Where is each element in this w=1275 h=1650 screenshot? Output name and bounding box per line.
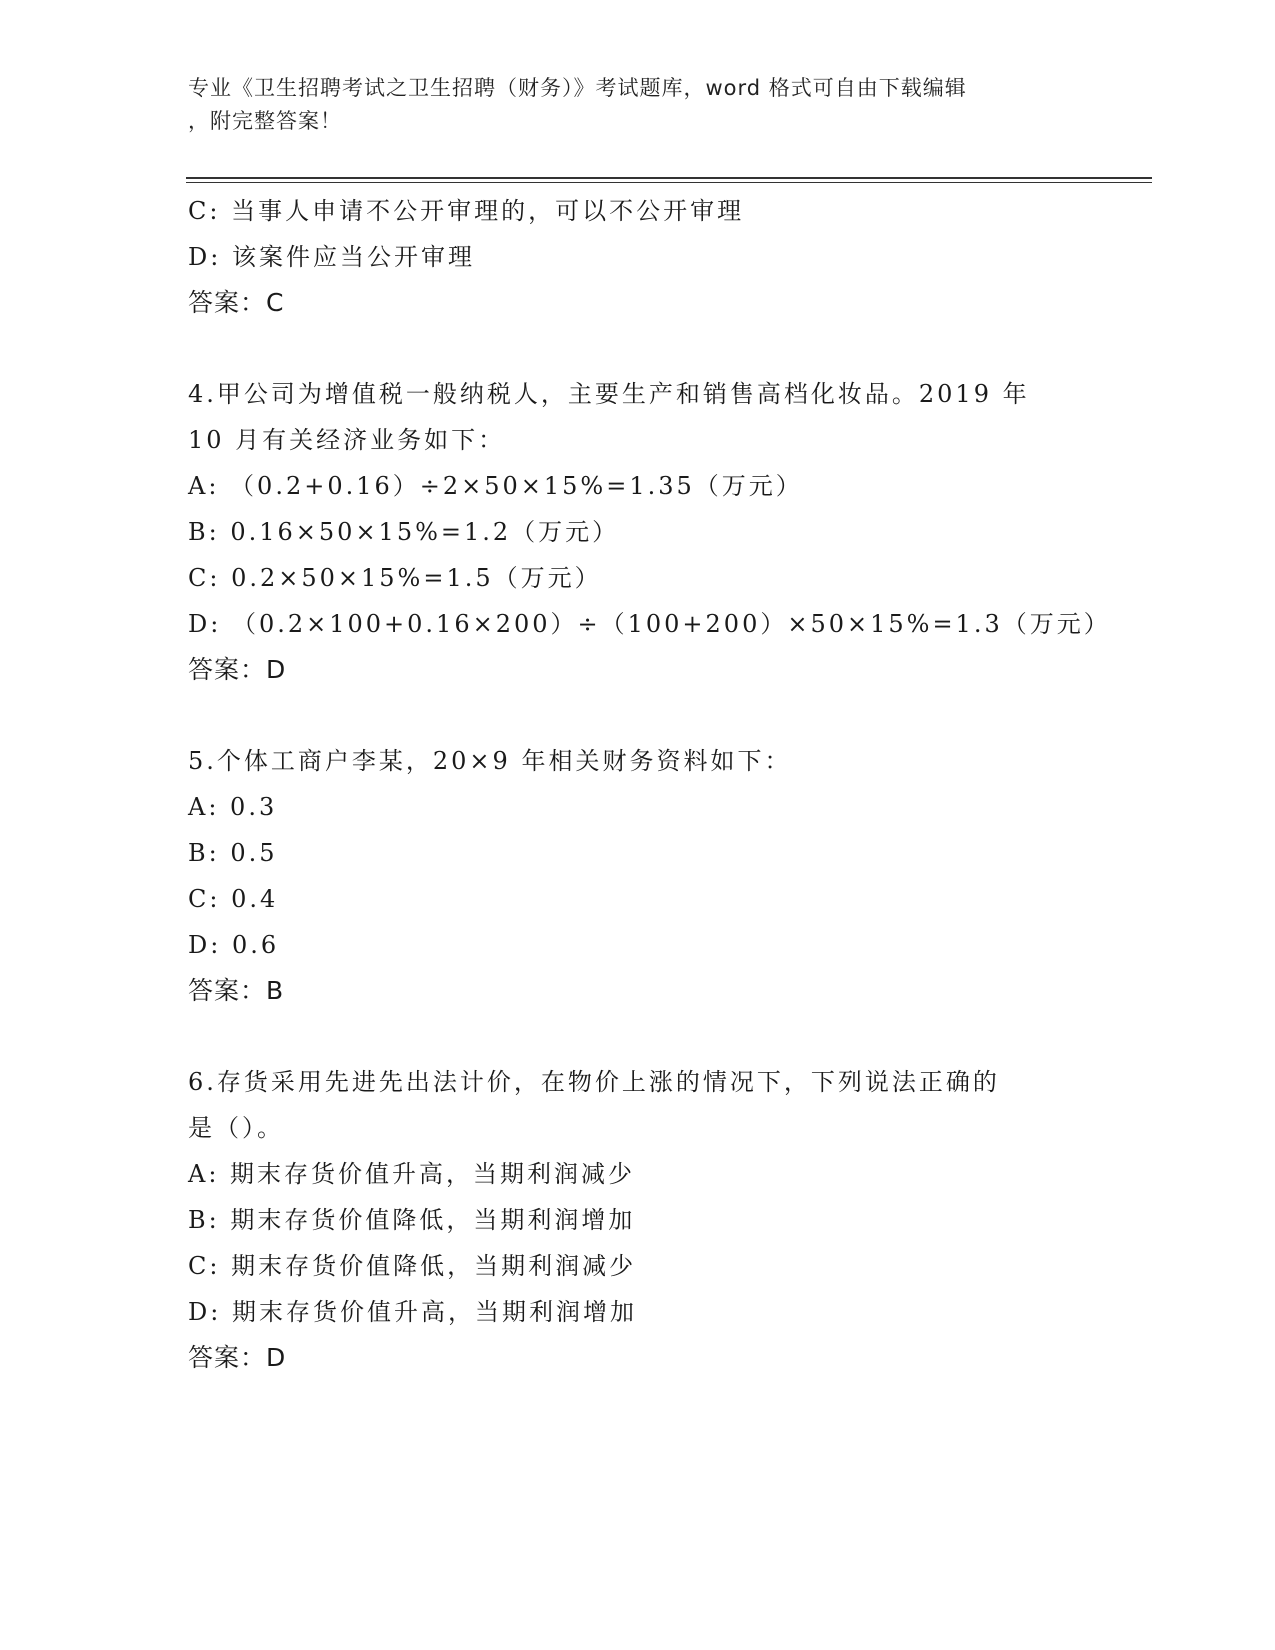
option-a: A: 期末存货价值升高，当期利润减少 (188, 1160, 636, 1188)
answer-label: 答案：B (188, 976, 285, 1005)
option-a: A: （0.2+0.16）÷2×50×15%=1.35（万元） (188, 472, 803, 500)
document-header (188, 72, 1088, 138)
option-b: B: 0.16×50×15%=1.2（万元） (188, 518, 620, 546)
option-c: C: 期末存货价值降低，当期利润减少 (188, 1252, 637, 1280)
question-4 (188, 371, 1138, 693)
spacer (188, 1014, 1138, 1059)
spacer (188, 693, 1138, 738)
header-divider-thick (186, 177, 1152, 179)
question-stem: 6.存货采用先进先出法计价，在物价上涨的情况下，下列说法正确的 (188, 1068, 1000, 1096)
option-d: D: 该案件应当公开审理 (188, 243, 475, 271)
option-c: C: 0.4 (188, 885, 279, 913)
option-c: C: 0.2×50×15%=1.5（万元） (188, 564, 602, 592)
question-list (188, 188, 1138, 1381)
option-b: B: 0.5 (188, 839, 278, 867)
header-divider-thin (186, 182, 1152, 183)
question-3 (188, 188, 1138, 326)
question-stem: 5.个体工商户李某，20×9 年相关财务资料如下： (188, 747, 792, 775)
answer-label: 答案：D (188, 655, 287, 684)
option-a: A: 0.3 (188, 793, 278, 821)
option-d: D: 0.6 (188, 931, 280, 959)
question-stem-cont: 是（）。 (188, 1114, 284, 1142)
question-stem-cont: 10 月有关经济业务如下： (188, 426, 506, 454)
option-d: D: 期末存货价值升高，当期利润增加 (188, 1298, 637, 1326)
question-5 (188, 738, 1138, 1014)
spacer (188, 326, 1138, 371)
header-line-2: ，附完整答案！ (188, 109, 342, 133)
option-b: B: 期末存货价值降低，当期利润增加 (188, 1206, 636, 1234)
answer-label: 答案：C (188, 288, 285, 317)
answer-label: 答案：D (188, 1343, 287, 1372)
question-stem: 4.甲公司为增值税一般纳税人，主要生产和销售高档化妆品。2019 年 (188, 380, 1030, 408)
question-6 (188, 1059, 1138, 1381)
header-line-1: 专业《卫生招聘考试之卫生招聘（财务）》考试题库，word 格式可自由下载编辑 (188, 76, 967, 100)
option-d: D: （0.2×100+0.16×200）÷（100+200）×50×15%=1.3（万元） (188, 610, 1111, 638)
option-c: C: 当事人申请不公开审理的，可以不公开审理 (188, 197, 745, 225)
